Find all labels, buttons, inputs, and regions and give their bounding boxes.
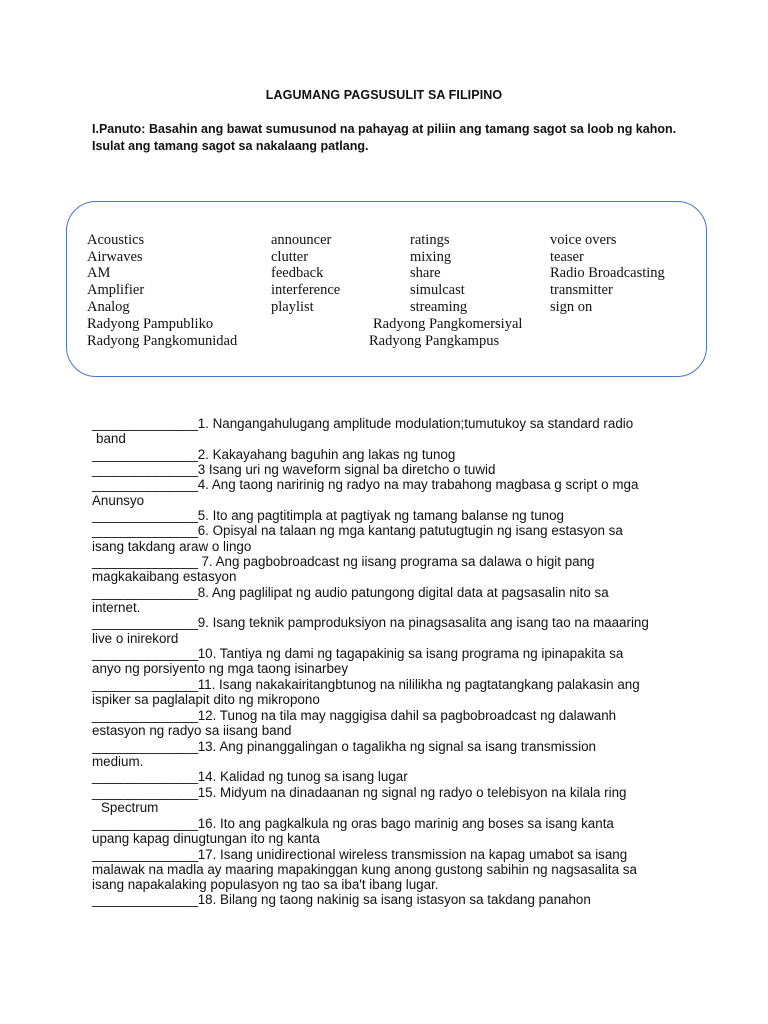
answer-blank[interactable]: _______________	[92, 462, 198, 477]
question-7-cont: magkakaibang estasyon	[92, 569, 237, 584]
word-voice-overs: voice overs	[550, 232, 617, 248]
question-17-cont-2: isang napakalaking populasyon ng tao sa iba't ibang lugar.	[92, 877, 439, 892]
word-feedback: feedback	[271, 265, 324, 281]
word-clutter: clutter	[271, 249, 309, 265]
question-12-cont: estasyon ng radyo sa iisang band	[92, 723, 292, 738]
question-2: _______________2. Kakayahang baguhin ang lakas ng tunog	[92, 447, 456, 462]
question-15: _______________15. Midyum na dinadaanan ng signal ng radyo o telebisyon na kilala ring	[92, 785, 627, 800]
word-transmitter: transmitter	[550, 282, 613, 298]
word-simulcast: simulcast	[410, 282, 465, 298]
answer-blank[interactable]: _______________	[92, 585, 198, 600]
answer-blank[interactable]: _______________	[92, 816, 198, 831]
answer-blank[interactable]: _______________	[92, 523, 198, 538]
answer-blank[interactable]: _______________	[92, 785, 198, 800]
question-8-cont: internet.	[92, 600, 141, 615]
question-8: _______________8. Ang paglilipat ng audio patungong digital data at pagsasalin nito sa	[92, 585, 609, 600]
answer-blank[interactable]: _______________	[92, 477, 198, 492]
question-12: _______________12. Tunog na tila may naggigisa dahil sa pagbobroadcast ng dalawanh	[92, 708, 617, 723]
question-6: _______________6. Opisyal na talaan ng mga kantang patutugtugin ng isang estasyon sa	[92, 523, 623, 538]
question-10-cont: anyo ng porsiyento ng mga taong isinarbey	[92, 661, 349, 676]
question-11: _______________11. Isang nakakairitangbtunog na nililikha ng pagtatangkang palakasin ang	[92, 677, 640, 692]
answer-blank[interactable]: _______________	[92, 677, 198, 692]
question-14: _______________14. Kalidad ng tunog sa isang lugar	[92, 769, 408, 784]
question-16-cont: upang kapag dinugtungan ito ng kanta	[92, 831, 320, 846]
word-radyong-pampubliko: Radyong Pampubliko	[87, 316, 214, 332]
answer-blank[interactable]: _______________	[92, 708, 198, 723]
word-airwaves: Airwaves	[87, 249, 143, 265]
question-1: _______________1. Nangangahulugang amplitude modulation;tumutukoy sa standard radio	[92, 416, 634, 431]
word-analog: Analog	[87, 299, 130, 315]
word-announcer: announcer	[271, 232, 332, 248]
answer-blank[interactable]: _______________	[92, 847, 198, 862]
instructions-line-1: I.Panuto: Basahin ang bawat sumusunod na pahayag at piliin ang tamang sagot sa loob ng kahon.	[92, 122, 677, 136]
question-17-cont: malawak na madla ay maaring mapakinggan kung anong gustong sabihin ng nagsasalita sa	[92, 862, 637, 877]
question-13: _______________13. Ang pinanggalingan o tagalikha ng signal sa isang transmission	[92, 739, 596, 754]
answer-blank[interactable]: _______________	[92, 416, 198, 431]
answer-blank[interactable]: _______________	[92, 769, 198, 784]
answer-blank[interactable]: _______________	[92, 508, 198, 523]
question-15-cont: Spectrum	[101, 800, 159, 815]
word-sign-on: sign on	[550, 299, 593, 315]
word-ratings: ratings	[410, 232, 450, 248]
question-9-cont: live o inirekord	[92, 631, 179, 646]
instructions-line-2: Isulat ang tamang sagot sa nakalaang patlang.	[92, 139, 369, 153]
question-11-cont: ispiker sa paglalapit dito ng mikropono	[92, 692, 320, 707]
word-interference: interference	[271, 282, 341, 298]
question-4: _______________4. Ang taong naririnig ng radyo na may trabahong magbasa g script o mga	[92, 477, 639, 492]
question-4-cont: Anunsyo	[92, 493, 145, 508]
word-share: share	[410, 265, 441, 281]
page-title: LAGUMANG PAGSUSULIT SA FILIPINO	[265, 88, 503, 102]
word-radyong-pangkomunidad: Radyong Pangkomunidad	[87, 333, 238, 349]
answer-blank[interactable]: _______________	[92, 892, 198, 907]
answer-blank[interactable]: _______________	[92, 646, 198, 661]
word-radyong-pangkomersiyal: Radyong Pangkomersiyal	[373, 316, 523, 332]
question-5: _______________5. Ito ang pagtitimpla at pagtiyak ng tamang balanse ng tunog	[92, 508, 564, 523]
word-radio-broadcasting: Radio Broadcasting	[550, 265, 665, 281]
word-streaming: streaming	[410, 299, 468, 315]
answer-blank[interactable]: _______________	[92, 447, 198, 462]
question-3: _______________3 Isang uri ng waveform signal ba diretcho o tuwid	[92, 462, 496, 477]
word-am: AM	[87, 265, 111, 281]
question-1-cont: band	[96, 431, 126, 446]
answer-blank[interactable]: _______________	[92, 615, 198, 630]
word-mixing: mixing	[410, 249, 452, 265]
word-acoustics: Acoustics	[87, 232, 145, 248]
question-13-cont: medium.	[92, 754, 144, 769]
question-18: _______________18. Bilang ng taong nakinig sa isang istasyon sa takdang panahon	[92, 892, 591, 907]
word-amplifier: Amplifier	[87, 282, 145, 298]
answer-blank[interactable]: _______________	[92, 554, 198, 569]
word-playlist: playlist	[271, 299, 314, 315]
question-6-cont: isang takdang araw o lingo	[92, 539, 252, 554]
question-9: _______________9. Isang teknik pamproduksiyon na pinagsasalita ang isang tao na maaaring	[92, 615, 649, 630]
answer-blank[interactable]: _______________	[92, 739, 198, 754]
question-7: _______________ 7. Ang pagbobroadcast ng iisang programa sa dalawa o higit pang	[92, 554, 595, 569]
question-17: _______________17. Isang unidirectional wireless transmission na kapag umabot sa isang	[92, 847, 628, 862]
question-10: _______________10. Tantiya ng dami ng tagapakinig sa isang programa ng ipinapakita sa	[92, 646, 624, 661]
word-teaser: teaser	[550, 249, 584, 265]
question-16: _______________16. Ito ang pagkalkula ng oras bago marinig ang boses sa isang kanta	[92, 816, 614, 831]
word-radyong-pangkampus: Radyong Pangkampus	[369, 333, 500, 349]
